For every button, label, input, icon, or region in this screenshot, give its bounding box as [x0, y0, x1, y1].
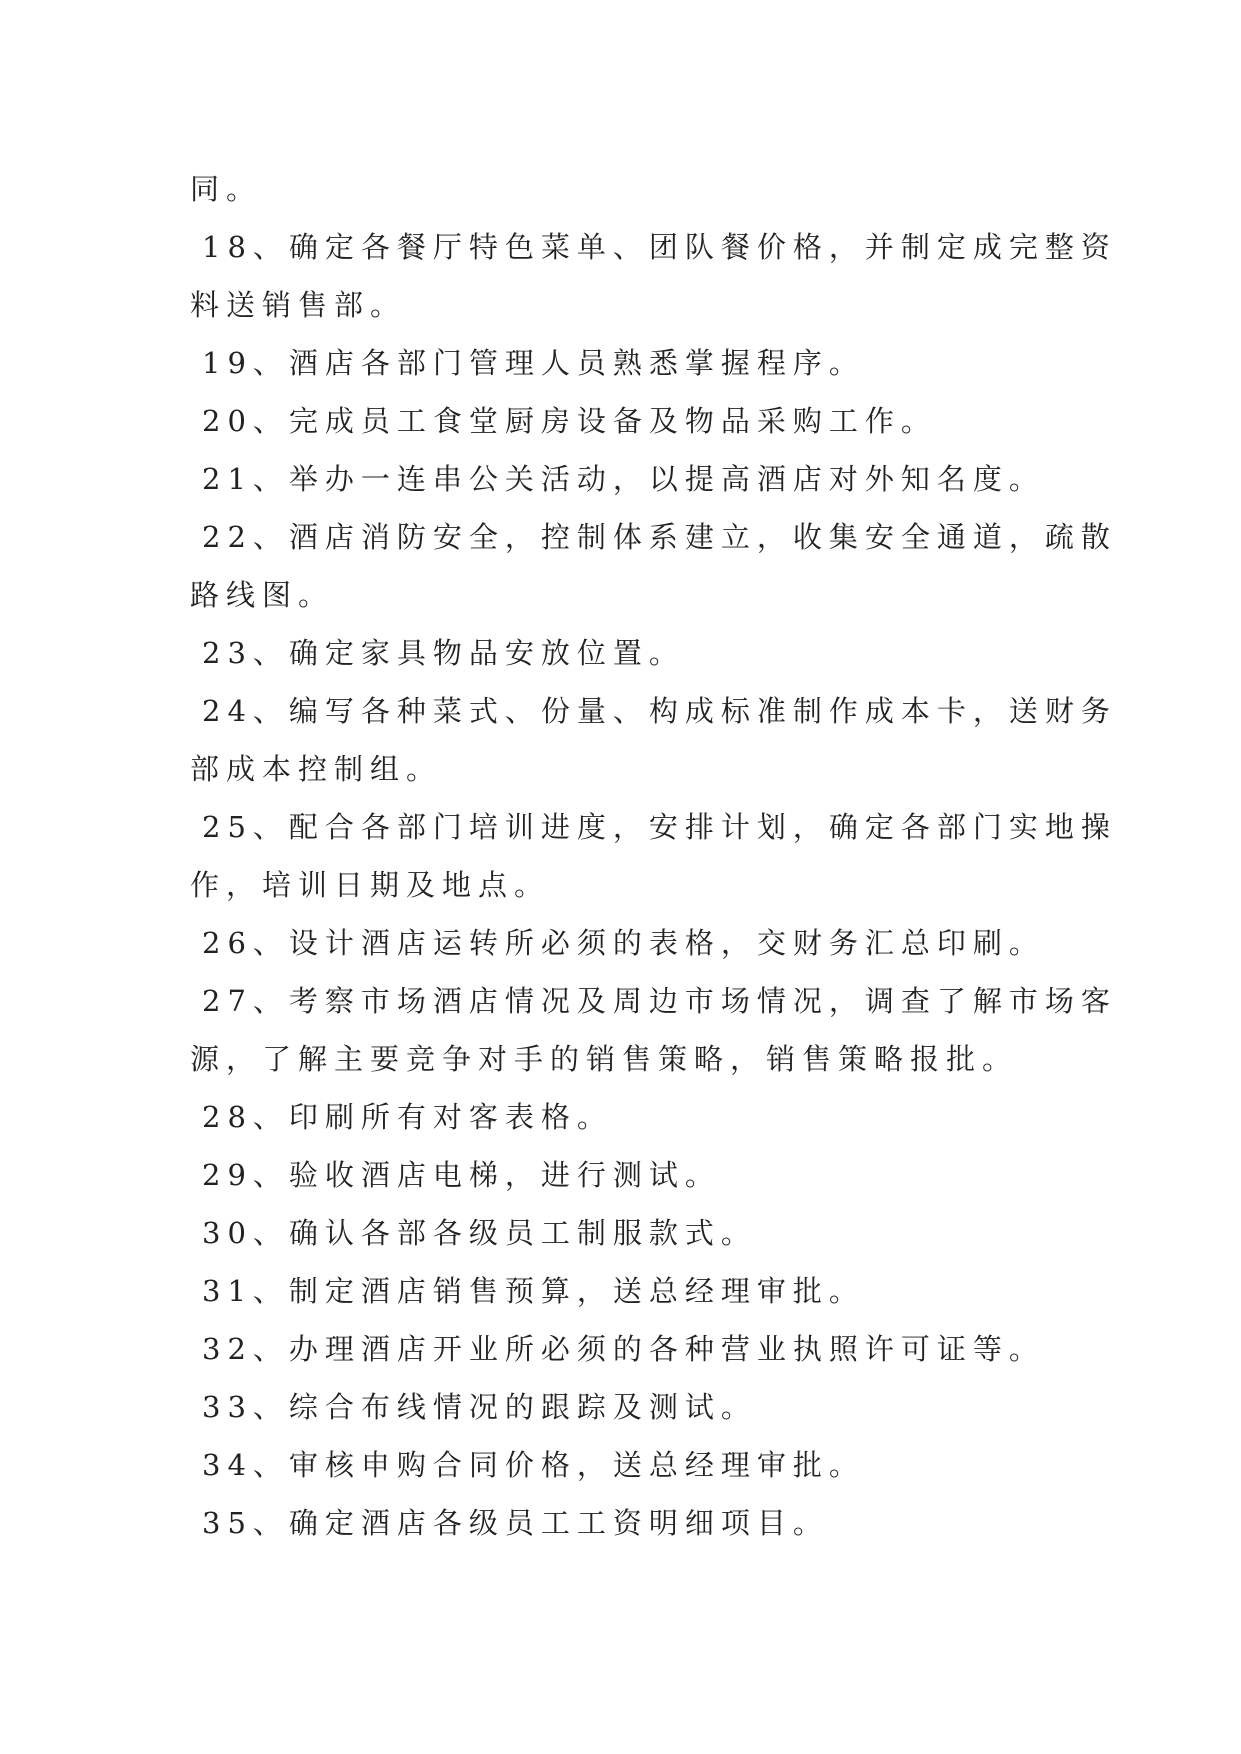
text-line: 29、验收酒店电梯，进行测试。: [202, 1158, 721, 1192]
text-line: 28、印刷所有对客表格。: [202, 1100, 613, 1134]
text-line: 25、配合各部门培训进度，安排计划，确定各部门实地操: [202, 810, 1117, 844]
text-line: 19、酒店各部门管理人员熟悉掌握程序。: [202, 346, 865, 380]
text-line: 部成本控制组。: [190, 752, 443, 786]
text-line: 22、酒店消防安全，控制体系建立，收集安全通道，疏散: [202, 520, 1117, 554]
text-line: 源，了解主要竞争对手的销售策略，销售策略报批。: [190, 1042, 1019, 1076]
text-line: 30、确认各部各级员工制服款式。: [202, 1216, 757, 1250]
text-line: 33、综合布线情况的跟踪及测试。: [202, 1390, 757, 1424]
text-line: 路线图。: [190, 578, 335, 612]
text-line: 34、审核申购合同价格，送总经理审批。: [202, 1448, 865, 1482]
text-line: 32、办理酒店开业所必须的各种营业执照许可证等。: [202, 1332, 1045, 1366]
text-line: 27、考察市场酒店情况及周边市场情况，调查了解市场客: [202, 984, 1117, 1018]
text-line: 料送销售部。: [190, 288, 407, 322]
text-line: 18、确定各餐厅特色菜单、团队餐价格，并制定成完整资: [202, 230, 1117, 264]
text-line: 35、确定酒店各级员工工资明细项目。: [202, 1506, 829, 1540]
text-line: 26、设计酒店运转所必须的表格，交财务汇总印刷。: [202, 926, 1045, 960]
text-line: 24、编写各种菜式、份量、构成标准制作成本卡，送财务: [202, 694, 1117, 728]
document-body: [190, 160, 1117, 1552]
text-line: 20、完成员工食堂厨房设备及物品采购工作。: [202, 404, 937, 438]
text-line: 23、确定家具物品安放位置。: [202, 636, 685, 670]
text-line: 作，培训日期及地点。: [190, 868, 551, 902]
text-line: 同。: [190, 172, 263, 206]
text-line: 31、制定酒店销售预算，送总经理审批。: [202, 1274, 865, 1308]
text-line: 21、举办一连串公关活动，以提高酒店对外知名度。: [202, 462, 1045, 496]
